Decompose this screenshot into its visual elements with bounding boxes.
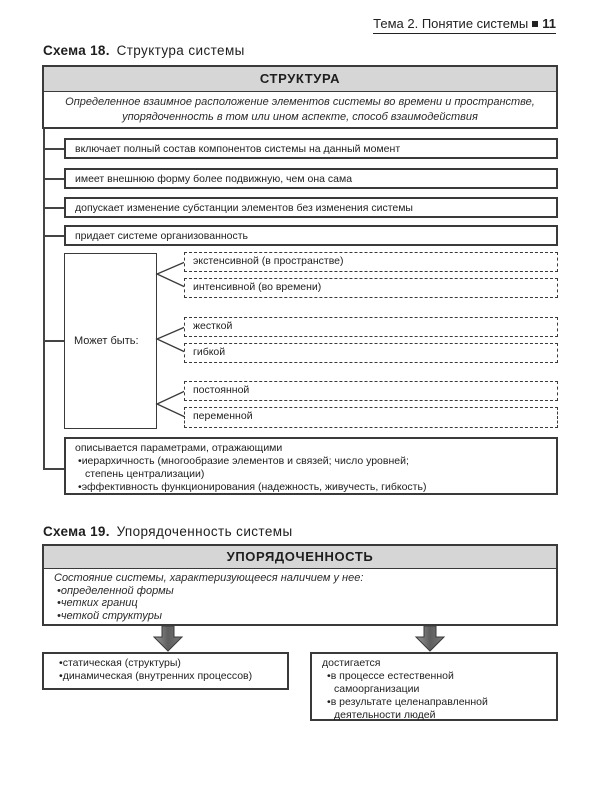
achieved-intro: достигается — [322, 657, 381, 669]
page-number: 11 — [542, 16, 556, 31]
bullet-text: динамическая (внутренних процессов) — [62, 670, 253, 682]
property-box: имеет внешнюю форму более подвижную, чем она сама — [64, 168, 558, 189]
connector-prop-3 — [43, 207, 65, 209]
achieved-bullet-cont: самоорганизации — [334, 683, 420, 695]
parameters-bullet: •иерархичность (многообразие элементов и связей; число уровней; — [78, 455, 409, 467]
property-box: допускает изменение субстанции элементов без изменения системы — [64, 197, 558, 218]
bullet-text: иерархичность (многообразие элементов и связей; число уровней; — [81, 455, 409, 467]
property-box: придает системе организованность — [64, 225, 558, 246]
arrow-down-icon — [154, 626, 444, 651]
scheme18-caption — [43, 43, 245, 58]
running-header — [373, 16, 556, 34]
option-box-extensive: экстенсивной (в пространстве) — [184, 252, 558, 272]
bullet-text: определенной формы — [60, 584, 174, 597]
bullet-text: четкой структуры — [60, 609, 162, 622]
option-box-flexible: гибкой — [184, 343, 558, 363]
bullet-text: в процессе естественной — [330, 670, 454, 682]
bullet-text: в результате целенаправленной — [330, 696, 488, 708]
option-box-constant: постоянной — [184, 381, 558, 401]
achieved-bullet: •в результате целенаправленной — [327, 696, 488, 708]
square-bullet-icon — [532, 21, 538, 27]
parameters-box — [64, 437, 558, 495]
definition-bullet: •четкой структуры — [57, 609, 162, 622]
definition-line-2: упорядоченность в том или ином аспекте, способ взаимодействия — [122, 111, 478, 123]
option-box-variable: переменной — [184, 407, 558, 428]
connector-prop-1 — [43, 148, 65, 150]
connector-maybe — [43, 340, 65, 342]
definition-line-1: Определенное взаимное расположение элементов системы во времени и пространстве, — [65, 96, 535, 108]
structure-definition — [44, 92, 556, 125]
orderliness-achieved-box — [310, 652, 558, 721]
option-box-rigid: жесткой — [184, 317, 558, 337]
achieved-bullet-cont: деятельности людей — [334, 709, 436, 721]
definition-bullet: •определенной формы — [57, 584, 174, 597]
connector-params — [43, 468, 65, 470]
property-box: включает полный состав компонентов системы на данный момент — [64, 138, 558, 159]
parameters-bullet-cont: степень централизации) — [85, 468, 205, 480]
orderliness-header: УПОРЯДОЧЕННОСТЬ — [44, 546, 556, 569]
structure-main-box — [42, 65, 558, 129]
may-be-label: Может быть: — [74, 335, 139, 347]
scheme19-caption — [43, 524, 293, 539]
structure-header: СТРУКТУРА — [44, 67, 556, 92]
parameters-intro: описывается параметрами, отражающими — [75, 442, 283, 454]
scheme19-label: Схема 19. — [43, 524, 110, 539]
may-be-box — [64, 253, 157, 429]
connector-prop-4 — [43, 235, 65, 237]
orderliness-types-box — [42, 652, 289, 690]
running-header-text: Тема 2. Понятие системы — [373, 16, 529, 31]
connector-prop-2 — [43, 178, 65, 180]
main-vertical-connector — [43, 129, 45, 469]
bullet-text: четких границ — [60, 597, 138, 609]
types-bullet: •динамическая (внутренних процессов) — [59, 670, 253, 682]
option-box-intensive: интенсивной (во времени) — [184, 278, 558, 298]
orderliness-definition — [44, 569, 556, 622]
parameters-bullet: •эффективность функционирования (надежность, живучесть, гибкость) — [78, 481, 427, 493]
scheme19-title: Упорядоченность системы — [116, 524, 293, 539]
achieved-bullet: •в процессе естественной — [327, 670, 454, 682]
scheme18-title: Структура системы — [116, 43, 245, 58]
definition-text: Состояние системы, характеризующееся наличием у нее: — [54, 572, 364, 584]
scheme18-label: Схема 18. — [43, 43, 110, 58]
bullet-text: статическая (структуры) — [62, 657, 181, 669]
orderliness-main-box — [42, 544, 558, 626]
types-bullet: •статическая (структуры) — [59, 657, 181, 669]
definition-bullet: •четких границ — [57, 597, 138, 609]
bullet-text: эффективность функционирования (надежность, живучесть, гибкость) — [81, 481, 427, 493]
